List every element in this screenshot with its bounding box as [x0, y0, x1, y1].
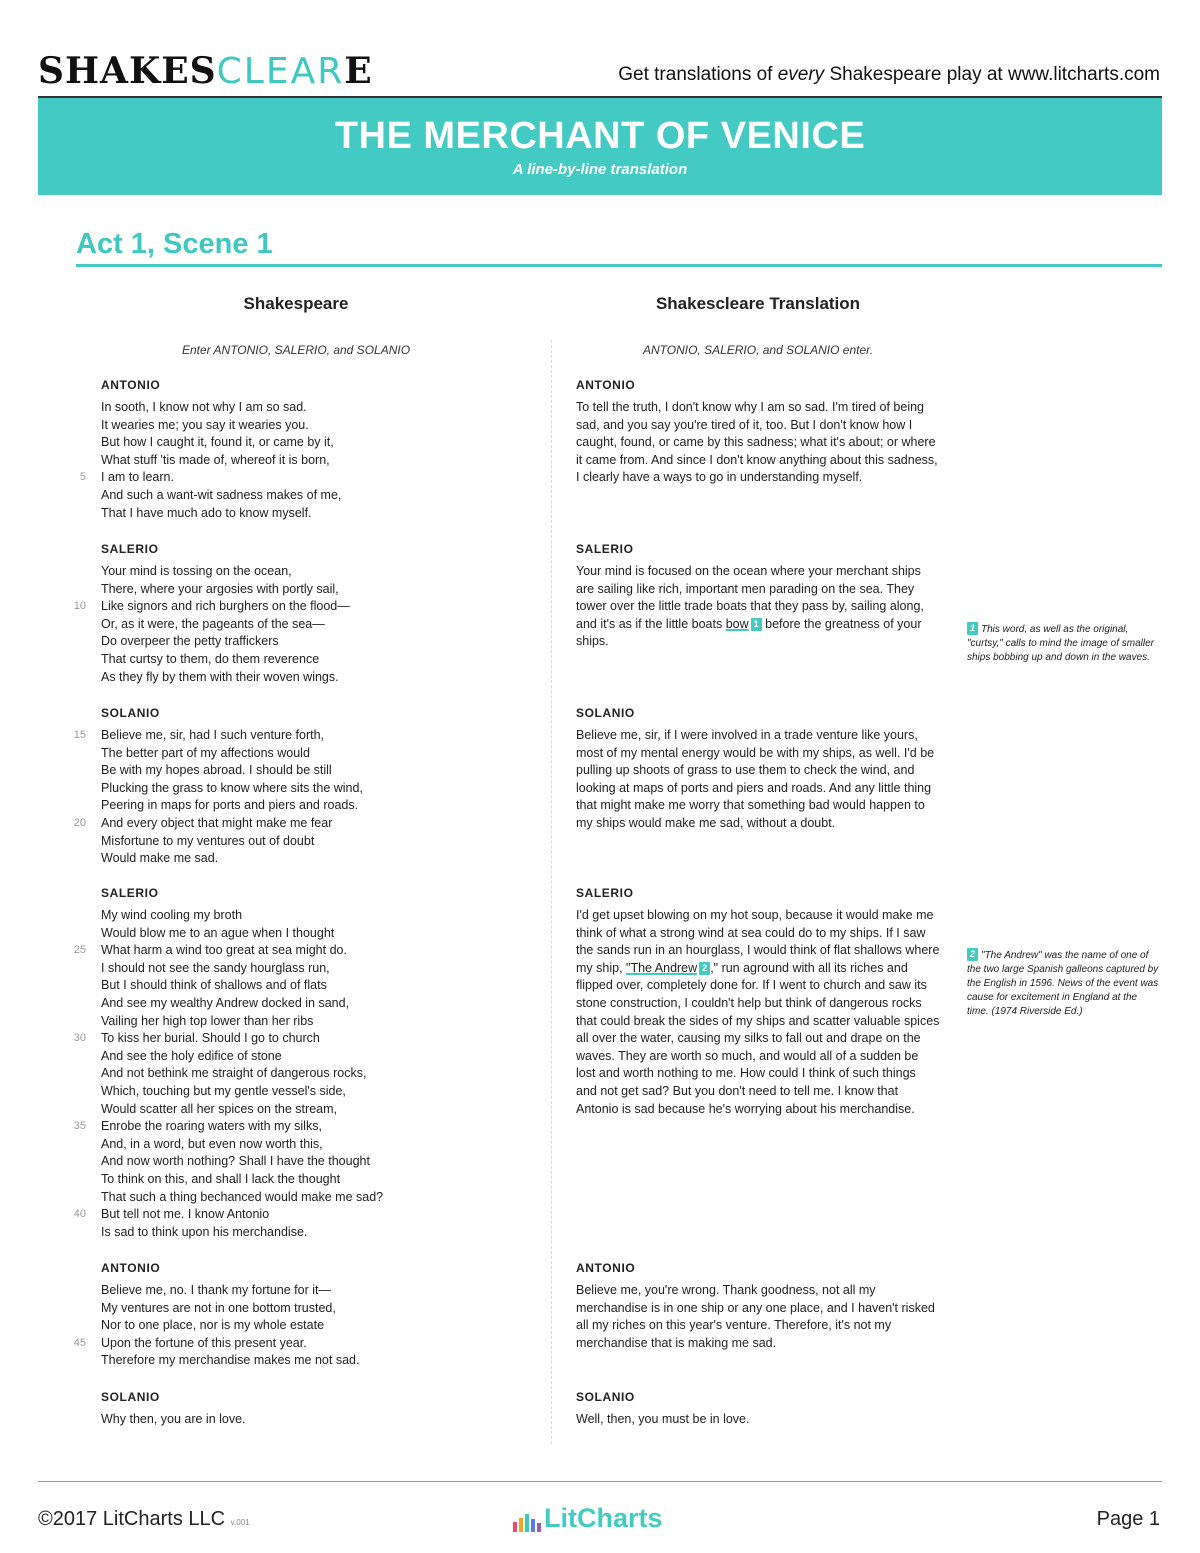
- logo-bars-icon: [513, 1510, 541, 1532]
- translation-sentence: ," run aground with all its riches and flipped over, completely done for. If I went to church and saw its stone construction, I couldn't help but think of dangerous rocks that could break the sides of my ships and scatter valuable spices all over the water, causing my silks to fall out and drape on the waves. They are worth so much, and would all of a sudden be lost and worth nothing to me. How could I think of such things and not get sad? But you don't need to tell me. I know that Antonio is sad because he's worrying about his merchandise.: [576, 960, 940, 1116]
- logo-bar: [531, 1519, 535, 1532]
- translation-sentence: I'd get upset blowing on my hot soup, because it would make me think of what a strong wind at sea could do to my ships. If I saw the sands run in an hourglass, I would think of flat shallows where my ship,: [576, 908, 940, 975]
- translation-speaker-name: SALERIO: [576, 886, 634, 900]
- translation-text: [576, 399, 940, 487]
- verse-line: I am to learn.: [101, 470, 174, 485]
- verse-line: Vailing her high top lower than her ribs: [101, 1013, 314, 1028]
- line-number: 15: [73, 729, 86, 741]
- verse-line: Is sad to think upon his merchandise.: [101, 1224, 308, 1239]
- footnote: [967, 622, 1159, 665]
- translation-speaker-name: ANTONIO: [576, 1261, 636, 1275]
- verse-line: Upon the fortune of this present year.: [101, 1335, 307, 1350]
- litcharts-logo[interactable]: LitCharts: [513, 1502, 663, 1532]
- verse-line: Believe me, no. I thank my fortune for it—: [101, 1283, 331, 1297]
- verse-line: But I should think of shallows and of flats: [101, 978, 327, 993]
- verse-line: And see my wealthy Andrew docked in sand,: [101, 996, 350, 1010]
- stage-direction-translation: ANTONIO, SALERIO, and SOLANIO enter.: [642, 343, 874, 357]
- verse-line: Enrobe the roaring waters with my silks,: [101, 1119, 322, 1134]
- verse-line: Would scatter all her spices on the stream,: [101, 1101, 337, 1116]
- verse-line: And, in a word, but even now worth this,: [101, 1136, 323, 1151]
- promo-text: Get translations of every Shakespeare play at www.litcharts.com: [618, 64, 1160, 85]
- verse-line: As they fly by them with their woven wings.: [101, 669, 339, 684]
- verse-line: And see the holy edifice of stone: [101, 1048, 282, 1063]
- translation-text: [576, 1411, 940, 1429]
- verse-line: And every object that might make me fear: [101, 816, 333, 830]
- speaker-name: ANTONIO: [101, 1261, 161, 1275]
- verse-line: And not bethink me straight of dangerous rocks,: [101, 1066, 367, 1081]
- verse-line: Nor to one place, nor is my whole estate: [101, 1318, 325, 1333]
- speaker-name: SALERIO: [101, 542, 159, 556]
- column-divider: [551, 340, 553, 1444]
- logo-bar: [513, 1522, 517, 1532]
- speaker-name: SOLANIO: [101, 706, 160, 720]
- footnote-marker-icon[interactable]: 1: [751, 618, 762, 631]
- verse-line: Do overpeer the petty traffickers: [101, 634, 279, 649]
- line-number: 10: [73, 600, 86, 613]
- verse-line: But how I caught it, found it, or came by it,: [101, 435, 334, 450]
- footnote: [967, 948, 1159, 1019]
- verse-line: It wearies me; you say it wearies you.: [101, 417, 309, 432]
- footnote-text: This word, as well as the original, "curtsy," calls to mind the image of smaller ships bobbing up and down in the waves.: [967, 624, 1154, 663]
- verse-line: There, where your argosies with portly sail,: [101, 581, 339, 596]
- verse-line: Why then, you are in love.: [101, 1412, 246, 1426]
- footer-divider: [38, 1481, 1162, 1482]
- line-number: 35: [73, 1120, 86, 1133]
- copyright: ©2017 LitCharts LLC v.001: [38, 1508, 250, 1530]
- play-title: THE MERCHANT OF VENICE: [334, 115, 866, 157]
- verse-line: That I have much ado to know myself.: [101, 505, 312, 520]
- verse-line: What harm a wind too great at sea might do.: [101, 943, 347, 958]
- translation-text: [576, 727, 940, 833]
- title-banner: [38, 98, 1162, 195]
- column-header-original: Shakespeare: [243, 294, 349, 313]
- verse-line: And now worth nothing? Shall I have the thought: [101, 1154, 370, 1169]
- translation-text: [576, 1282, 940, 1352]
- translation-speaker-name: SALERIO: [576, 542, 634, 556]
- shakescleare-logo: SHAKES CLEAR E: [38, 50, 373, 92]
- line-number: 30: [73, 1032, 86, 1045]
- verse-line: But tell not me. I know Antonio: [101, 1207, 270, 1222]
- speaker-name: ANTONIO: [101, 378, 161, 392]
- line-number: 20: [73, 817, 86, 829]
- verse-line: And such a want-wit sadness makes of me,: [101, 488, 342, 502]
- stage-direction-original: Enter ANTONIO, SALERIO, and SOLANIO: [181, 343, 411, 357]
- column-header-translation: Shakescleare Translation: [655, 294, 861, 313]
- verse-line: I should not see the sandy hourglass run,: [101, 960, 330, 975]
- verse-line: Would make me sad.: [101, 851, 219, 866]
- translation-text: [576, 563, 940, 651]
- footnote-marker-icon[interactable]: 2: [699, 962, 710, 975]
- translation-sentence: Believe me, you're wrong. Thank goodness, not all my merchandise is in one ship or any one place, and I haven't risked all my riches on this year's venture. Therefore, it's not my merchandise that is making me sad.: [576, 1283, 935, 1350]
- verse-line: Therefore my merchandise makes me not sad.: [101, 1353, 360, 1368]
- verse-line: That such a thing bechanced would make me sad?: [101, 1189, 384, 1204]
- verse-line: Which, touching but my gentle vessel's side,: [101, 1084, 346, 1098]
- translation-sentence: Your mind is focused on the ocean where your merchant ships are sailing like rich, important men parading on the sea. They tower over the little trade boats that they pass by, sailing along, and it's as if the little boats: [576, 564, 924, 631]
- footnote-link[interactable]: bow: [725, 616, 749, 631]
- logo-bar: [525, 1514, 529, 1532]
- verse-line: The better part of my affections would: [101, 745, 310, 760]
- translation-speaker-name: SOLANIO: [576, 1390, 635, 1404]
- verse-line: That curtsy to them, do them reverence: [101, 652, 320, 666]
- page-number: Page 1: [1096, 1508, 1160, 1530]
- logo-bar: [519, 1518, 523, 1532]
- translation-sentence: To tell the truth, I don't know why I am so sad. I'm tired of being sad, and you say you're tired of it, too. But I don't know how I caught, found, or came by this sadness; what it's about; or where it came from. And since I don't know anything about this sadness, I clearly have a ways to go in understanding myself.: [576, 400, 938, 485]
- verse-line: My wind cooling my broth: [101, 908, 243, 922]
- speaker-name: SALERIO: [101, 886, 159, 900]
- footnote-number-icon: 1: [967, 622, 978, 635]
- verse-line: What stuff 'tis made of, whereof it is born,: [101, 452, 330, 467]
- translation-speaker-name: ANTONIO: [576, 378, 636, 392]
- verse-line: Would blow me to an ague when I thought: [101, 925, 335, 940]
- verse-line: Be with my hopes abroad. I should be still: [101, 763, 332, 778]
- translation-sentence: Believe me, sir, if I were involved in a trade venture like yours, most of my mental energy would be with my ships, as well. I'd be pulling up shoots of grass to use them to check the wind, and looking at maps of ports and piers and roads. And any little thing that might make me worry that something bad would happen to my ships would make me sad, without a doubt.: [576, 728, 935, 830]
- verse-line: In sooth, I know not why I am so sad.: [101, 400, 307, 414]
- verse-line: Peering in maps for ports and piers and roads.: [101, 798, 359, 813]
- line-number: 25: [73, 944, 86, 957]
- verse-line: Your mind is tossing on the ocean,: [101, 564, 292, 578]
- verse-line: To kiss her burial. Should I go to church: [101, 1031, 320, 1046]
- verse-line: My ventures are not in one bottom trusted,: [101, 1300, 336, 1315]
- footnote-link[interactable]: "The Andrew: [626, 960, 698, 975]
- verse-line: To think on this, and shall I lack the thought: [101, 1172, 341, 1186]
- verse-line: Like signors and rich burghers on the flood—: [101, 599, 350, 614]
- translation-text: [576, 907, 940, 1118]
- verse-line: Plucking the grass to know where sits the wind,: [101, 780, 363, 795]
- scene-divider: [76, 264, 1162, 267]
- play-subtitle: A line-by-line translation: [512, 161, 688, 178]
- verse-line: Or, as it were, the pageants of the sea—: [101, 616, 325, 631]
- line-number: 5: [79, 471, 86, 484]
- scene-title: Act 1, Scene 1: [76, 228, 273, 260]
- footnote-number-icon: 2: [967, 948, 978, 961]
- line-number: 45: [73, 1336, 86, 1349]
- logo-bar: [537, 1523, 541, 1532]
- translation-sentence: before the greatness of your ships.: [576, 616, 922, 649]
- speaker-name: SOLANIO: [101, 1390, 160, 1404]
- translation-speaker-name: SOLANIO: [576, 706, 635, 720]
- translation-sentence: Well, then, you must be in love.: [576, 1412, 750, 1426]
- verse-line: Misfortune to my ventures out of doubt: [101, 833, 315, 848]
- verse-line: Believe me, sir, had I such venture forth,: [101, 728, 325, 742]
- footnote-text: "The Andrew" was the name of one of the two large Spanish galleons captured by the English in 1596. News of the event was cause for excitement in England at the time. (1974 Riverside Ed.): [967, 950, 1159, 1017]
- line-number: 40: [73, 1208, 86, 1221]
